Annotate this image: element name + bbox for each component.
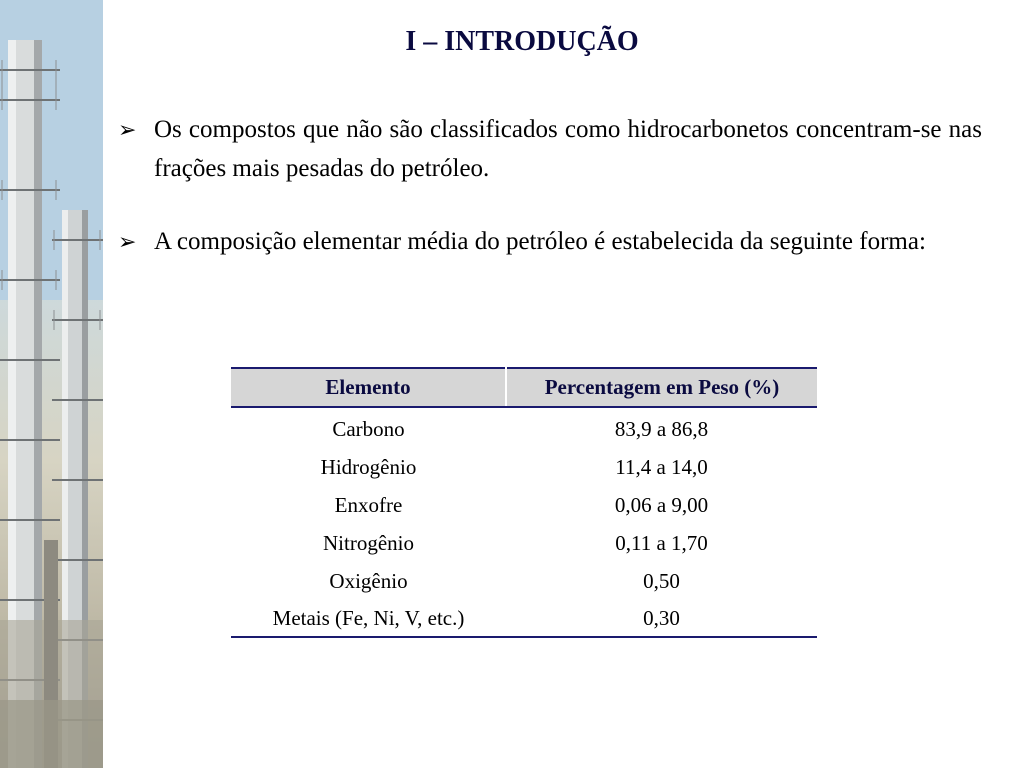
arrow-bullet-icon: ➢ bbox=[118, 117, 137, 142]
table-row bbox=[231, 600, 817, 637]
refinery-illustration bbox=[0, 0, 103, 768]
column-header-percentage: Percentagem em Peso (%) bbox=[506, 368, 817, 407]
cell-element: Oxigênio bbox=[329, 568, 408, 593]
cell-percentage: 0,11 a 1,70 bbox=[615, 530, 708, 555]
cell-element: Metais (Fe, Ni, V, etc.) bbox=[231, 600, 506, 637]
cell-percentage: 0,50 bbox=[643, 568, 680, 593]
cell-percentage: 0,30 bbox=[506, 600, 817, 637]
cell-element: Carbono bbox=[332, 416, 405, 441]
cell-percentage: 0,06 a 9,00 bbox=[614, 492, 709, 517]
table-row bbox=[231, 486, 817, 524]
slide-title: I – INTRODUÇÃO bbox=[405, 26, 639, 57]
arrow-bullet-icon: ➢ bbox=[118, 229, 137, 254]
table-row bbox=[231, 562, 817, 600]
cell-element: Hidrogênio bbox=[320, 454, 417, 479]
bullet-text: A composição elementar média do petróleo é estabelecida da seguinte forma: bbox=[154, 228, 926, 255]
table-row bbox=[231, 524, 817, 562]
composition-table bbox=[231, 367, 817, 638]
table-header-row bbox=[231, 368, 817, 407]
cell-element: Nitrogênio bbox=[323, 530, 414, 555]
table-row bbox=[231, 448, 817, 486]
cell-percentage: 11,4 a 14,0 bbox=[615, 454, 708, 479]
bullet-item bbox=[118, 110, 982, 188]
table-row bbox=[231, 407, 817, 448]
refinery-photo bbox=[0, 0, 103, 768]
cell-element: Enxofre bbox=[334, 492, 403, 517]
cell-percentage: 83,9 a 86,8 bbox=[614, 416, 709, 441]
bullet-item bbox=[118, 222, 982, 261]
column-header-element: Elemento bbox=[231, 368, 506, 407]
bullet-text: Os compostos que não são classificados como hidrocarbonetos concentram-se nas frações mais pesadas do petróleo. bbox=[154, 116, 982, 182]
